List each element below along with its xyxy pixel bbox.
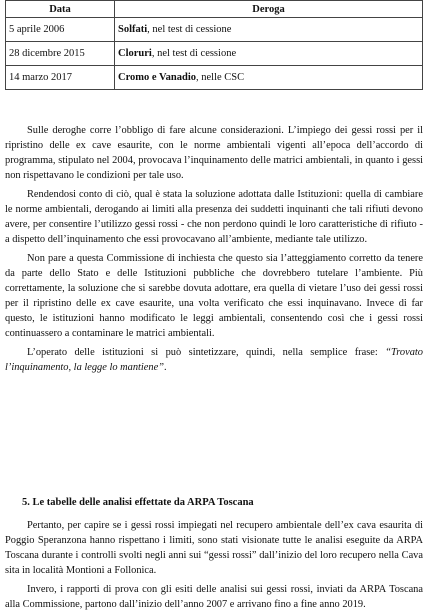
paragraph: Non pare a questa Commissione di inchiesta che questo sia l’atteggiamento corretto da tenere da parte dello Stato e delle Istituzioni pubbliche che dovrebbero tutelare l’ambiente. Più correttamente, la soluzione che si sarebbe dovuta adottare, era quella di vietare l’uso dei gessi rossi per il ripristino delle ex cave esaurite, una volta verificato che essi inquinavano. Invece di far questo, le istituzioni hanno modificato le leggi ambientali, consentendo così che i gessi rossi continuassero a contaminare le matrici ambientali. [5,253,423,339]
header-data: Data [6,1,115,18]
row-date: 28 dicembre 2015 [6,42,115,66]
header-deroga: Deroga [115,1,423,18]
paragraph: Invero, i rapporti di prova con gli esiti delle analisi sui gessi rossi, inviati da ARPA Toscana alla Commissione, partono dall’inizio dell’anno 2007 e arrivano fino a fine anno 2019. [5,584,423,610]
row-date: 14 marzo 2017 [6,66,115,90]
quote-text: “Trovato l’inquinamento, la legge lo mantiene” [5,347,423,373]
deroghe-table [5,0,423,90]
table-row [6,18,423,42]
quote-intro: L’operato delle istituzioni si può sintetizzare, quindi, nella semplice frase: [27,347,386,358]
paragraph-quote [5,345,423,375]
table-row [6,42,423,66]
deroga-substance: Cloruri [118,48,152,59]
paragraph: Rendendosi conto di ciò, qual è stata la soluzione adottata dalle Istituzioni: quella di cambiare le norme ambientali, derogando ai limiti alla presenza dei suddetti inquinanti che tali rifiuti devono avere, per consentire l’utilizzo gessi rossi - che non perdono quindi le loro caratteristiche di rifiuto - a dispetto dell’inquinamento che essi provocavano all’ambiente, mediante tale utilizzo. [5,189,423,245]
deroga-substance: Solfati [118,24,148,35]
body-text [5,123,423,375]
row-deroga [115,18,423,42]
table-header-row [6,1,423,18]
deroga-detail: , nelle CSC [196,72,245,83]
deroga-detail: , nel test di cessione [151,48,237,59]
row-date: 5 aprile 2006 [6,18,115,42]
section-body-text [5,518,423,612]
paragraph: Pertanto, per capire se i gessi rossi impiegati nel recupero ambientale dell’ex cava esaurita di Poggio Speranzona hanno rispettano i limiti, sono stati visionate tutte le analisi eseguite da ARPA Toscana durante i controlli svolti negli anni sui “gessi rossi” dall’inizio del loro recupero nella Cava sita in località Montioni a Follonica. [5,520,423,576]
section-heading: 5. Le tabelle delle analisi effettate da ARPA Toscana [22,497,254,508]
table-row [6,66,423,90]
row-deroga [115,42,423,66]
deroga-detail: , nel test di cessione [147,24,232,35]
paragraph: Sulle deroghe corre l’obbligo di fare alcune considerazioni. L’impiego dei gessi rossi per il ripristino delle ex cave esaurite, con le norme ambientali vigenti all’epoca dell’accordo di programma, stipulato nel 2004, provocava l’inquinamento delle matrici ambientali, in quanto i gessi non rispettavano le condizioni per tale uso. [5,125,423,181]
quote-end: . [164,362,167,373]
deroga-substance: Cromo e Vanadio [118,72,196,83]
row-deroga [115,66,423,90]
